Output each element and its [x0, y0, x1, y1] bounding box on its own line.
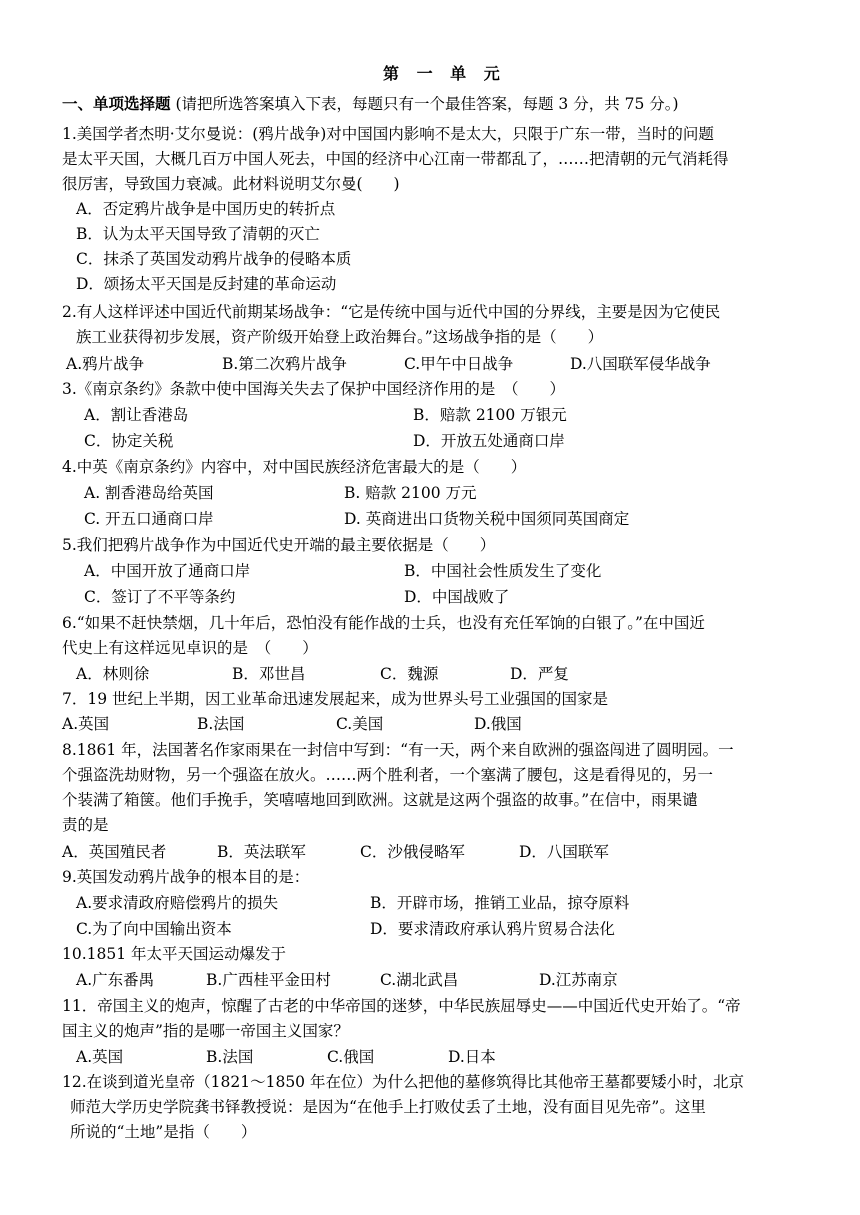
q1-stem-line-2: 是太平天国，大概几百万中国人死去，中国的经济中心江南一带都乱了，……把清朝的元气消耗得	[62, 150, 729, 168]
q2-option-d: D.八国联军侵华战争	[570, 355, 711, 373]
q11-option-b: B.法国	[206, 1048, 254, 1066]
q8-stem-line-2: 个强盗洗劫财物，另一个强盗在放火。……两个胜利者，一个塞满了腰包，这是看得见的，另一	[62, 766, 714, 784]
q2-option-c: C.甲午中日战争	[404, 355, 514, 373]
q7-stem: 7．19 世纪上半期，因工业革命迅速发展起来，成为世界头号工业强国的国家是	[62, 690, 609, 708]
q7-option-a: A.英国	[62, 715, 110, 733]
q11-option-a: A.英国	[76, 1048, 124, 1066]
q9-option-c: C.为了向中国输出资本	[76, 920, 232, 938]
q5-stem: 5.我们把鸦片战争作为中国近代史开端的最主要依据是（ ）	[62, 536, 496, 554]
q3-option-a: A．割让香港岛	[84, 406, 189, 424]
q1-option-a: A．否定鸦片战争是中国历史的转折点	[76, 200, 336, 218]
q5-option-a: A．中国开放了通商口岸	[84, 562, 251, 580]
q5-option-b: B．中国社会性质发生了变化	[404, 562, 602, 580]
q12-stem-line-3: 所说的“土地”是指（ ）	[70, 1123, 257, 1141]
q1-option-b: B．认为太平天国导致了清朝的灭亡	[76, 225, 320, 243]
q4-option-d: D. 英商进出口货物关税中国须同英国商定	[344, 510, 630, 528]
q10-option-a: A.广东番禺	[76, 971, 155, 989]
q6-option-a: A．林则徐	[76, 665, 150, 683]
q4-option-a: A. 割香港岛给英国	[84, 484, 214, 502]
q8-stem-line-4: 责的是	[62, 816, 109, 834]
q4-option-c: C. 开五口通商口岸	[84, 510, 214, 528]
q8-option-b: B．英法联军	[217, 843, 306, 861]
q12-stem-line-1: 12.在谈到道光皇帝（1821～1850 年在位）为什么把他的墓修筑得比其他帝王墓都要矮小时，北京	[62, 1073, 744, 1091]
unit-title: 第 一 单 元	[383, 64, 506, 83]
q3-option-b: B．赔款 2100 万银元	[413, 406, 567, 424]
q6-option-b: B．邓世昌	[232, 665, 306, 683]
q11-option-c: C.俄国	[327, 1048, 375, 1066]
q9-option-d: D．要求清政府承认鸦片贸易合法化	[370, 920, 615, 938]
q1-option-c: C．抹杀了英国发动鸦片战争的侵略本质	[76, 250, 352, 268]
section-heading: 一、单项选择题	[62, 94, 171, 113]
q3-stem: 3.《南京条约》条款中使中国海关失去了保护中国经济作用的是 （ ）	[62, 380, 566, 398]
q7-option-c: C.美国	[336, 715, 384, 733]
q2-stem-line-2: 族工业获得初步发展，资产阶级开始登上政治舞台。”这场战争指的是（ ）	[76, 328, 604, 346]
q4-stem: 4.中英《南京条约》内容中，对中国民族经济危害最大的是（ ）	[62, 458, 527, 476]
q9-option-a: A.要求清政府赔偿鸦片的损失	[76, 894, 279, 912]
q8-stem-line-3: 个装满了箱箧。他们手挽手，笑嘻嘻地回到欧洲。这就是这两个强盗的故事。”在信中，雨果谴	[62, 791, 698, 809]
q7-option-d: D.俄国	[474, 715, 522, 733]
q9-option-b: B．开辟市场，推销工业品，掠夺原料	[370, 894, 630, 912]
q2-stem-line-1: 2.有人这样评述中国近代前期某场战争：“它是传统中国与近代中国的分界线，主要是因为它使民	[62, 303, 721, 321]
q5-option-c: C．签订了不平等条约	[84, 588, 236, 606]
q8-option-d: D．八国联军	[519, 843, 609, 861]
q10-option-d: D.江苏南京	[539, 971, 618, 989]
q3-option-d: D．开放五处通商口岸	[413, 432, 565, 450]
q11-stem-line-2: 国主义的炮声”指的是哪一帝国主义国家？	[62, 1022, 349, 1040]
q5-option-d: D．中国战败了	[404, 588, 510, 606]
q6-stem-line-2: 代史上有这样远见卓识的是 （ ）	[62, 639, 318, 657]
q7-option-b: B.法国	[197, 715, 245, 733]
q1-option-d: D．颂扬太平天国是反封建的革命运动	[76, 275, 337, 293]
q11-stem-line-1: 11．帝国主义的炮声，惊醒了古老的中华帝国的迷梦，中华民族屈辱史——中国近代史开始了。“帝	[62, 997, 741, 1015]
q11-option-d: D.日本	[448, 1048, 496, 1066]
q9-stem: 9.英国发动鸦片战争的根本目的是：	[62, 868, 310, 886]
section-instruction: (请把所选答案填入下表，每题只有一个最佳答案，每题 3 分，共 75 分。)	[170, 95, 679, 113]
q8-stem-line-1: 8.1861 年，法国著名作家雨果在一封信中写到：“有一天，两个来自欧洲的强盗闯进了圆明园。一	[62, 741, 734, 759]
q6-option-d: D．严复	[510, 665, 569, 683]
q3-option-c: C．协定关税	[84, 432, 174, 450]
q6-option-c: C．魏源	[380, 665, 439, 683]
q10-option-c: C.湖北武昌	[380, 971, 459, 989]
q2-option-b: B.第二次鸦片战争	[222, 355, 347, 373]
q4-option-b: B. 赔款 2100 万元	[344, 484, 477, 502]
section-heading-line	[62, 94, 679, 114]
q12-stem-line-2: 师范大学历史学院龚书铎教授说：是因为“在他手上打败仗丢了土地，没有面目见先帝”。这里	[70, 1098, 706, 1116]
q6-stem-line-1: 6.“如果不赶快禁烟，几十年后，恐怕没有能作战的士兵，也没有充任军饷的白银了。”在中国近	[62, 614, 705, 632]
q8-option-c: C．沙俄侵略军	[360, 843, 465, 861]
q10-option-b: B.广西桂平金田村	[206, 971, 331, 989]
q2-option-a: A.鸦片战争	[66, 355, 145, 373]
q8-option-a: A．英国殖民者	[62, 843, 167, 861]
q1-stem-line-1: 1.美国学者杰明·艾尔曼说：(鸦片战争)对中国国内影响不是太大，只限于广东一带，当时的问题	[62, 125, 714, 143]
q10-stem: 10.1851 年太平天国运动爆发于	[62, 945, 287, 963]
q1-stem-line-3: 很厉害，导致国力衰减。此材料说明艾尔曼( )	[62, 175, 400, 193]
